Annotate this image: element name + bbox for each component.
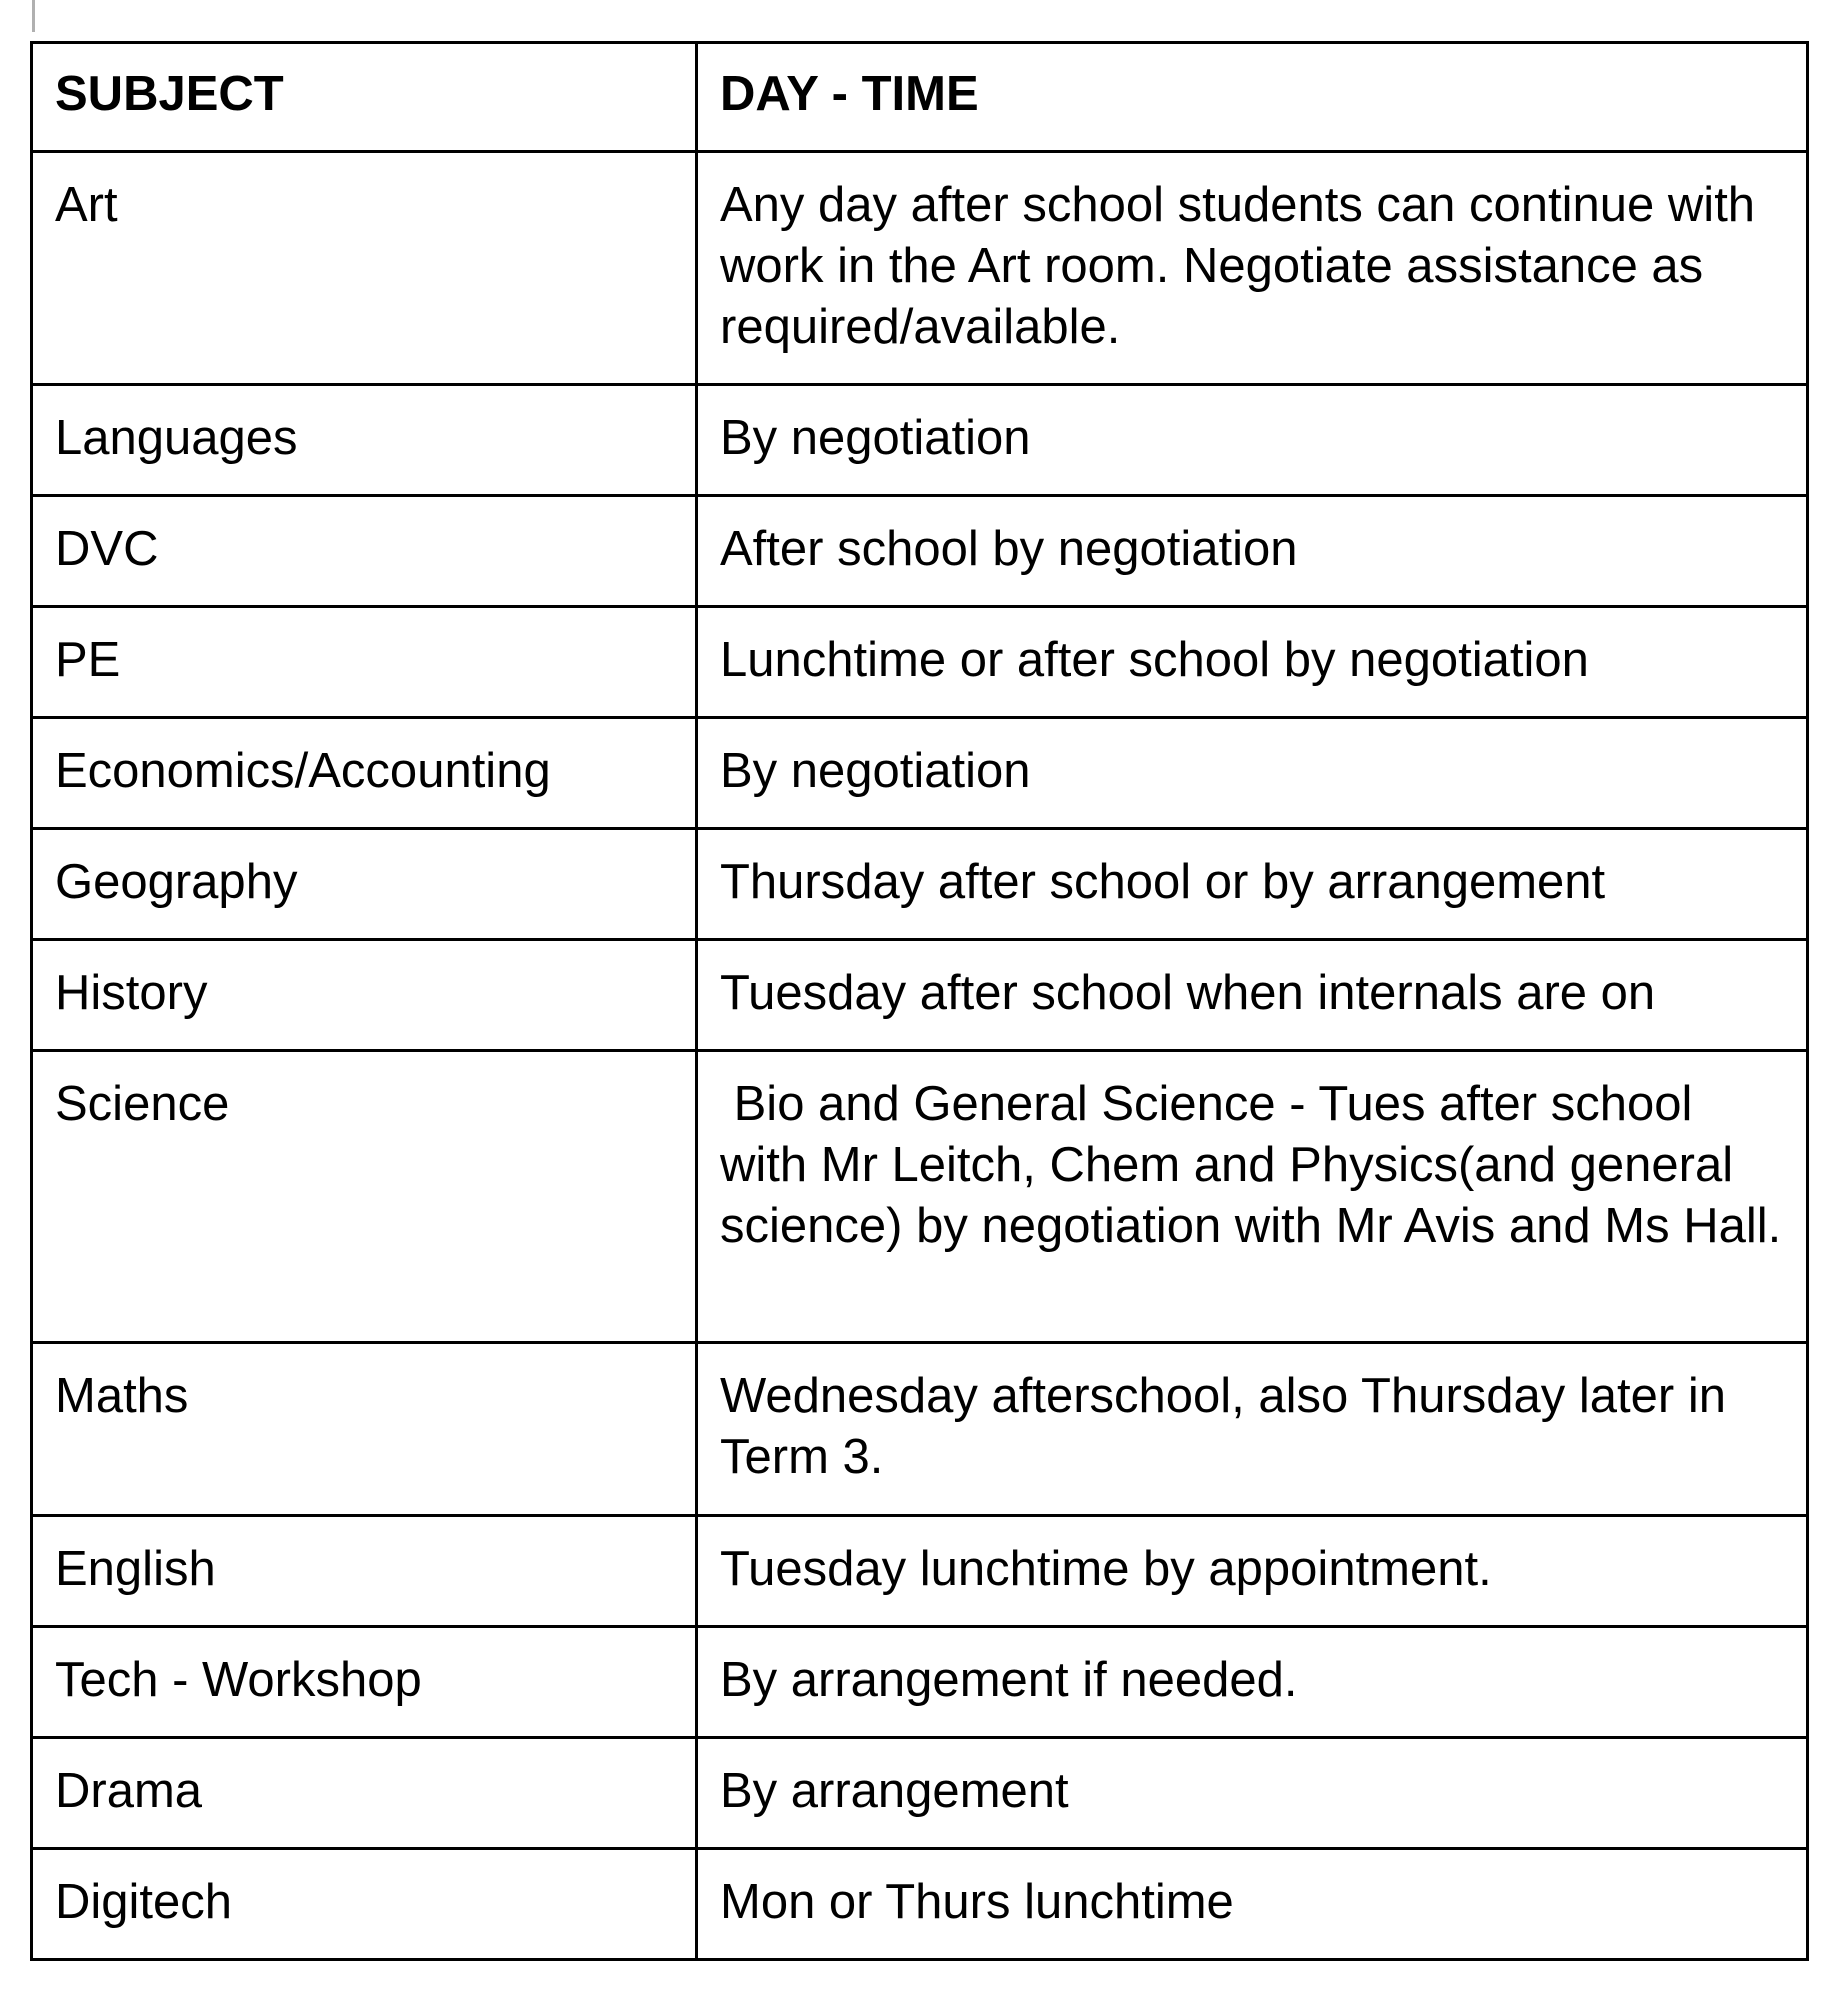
header-row — [32, 43, 1808, 152]
subject-cell: Languages — [32, 385, 697, 496]
table-row — [32, 1849, 1808, 1960]
time-cell: After school by negotiation — [697, 496, 1808, 607]
header-day-time: DAY - TIME — [697, 43, 1808, 152]
table-row — [32, 829, 1808, 940]
time-cell: Tuesday lunchtime by appointment. — [697, 1516, 1808, 1627]
time-cell: Wednesday afterschool, also Thursday later in Term 3. — [697, 1343, 1808, 1516]
subject-cell: Geography — [32, 829, 697, 940]
subject-cell: PE — [32, 607, 697, 718]
subject-cell: Tech - Workshop — [32, 1627, 697, 1738]
table-row — [32, 1051, 1808, 1343]
time-cell: By arrangement — [697, 1738, 1808, 1849]
text-cursor-mark — [32, 0, 35, 32]
table-row — [32, 607, 1808, 718]
table-row — [32, 1516, 1808, 1627]
table-row — [32, 718, 1808, 829]
subject-cell: Art — [32, 152, 697, 385]
table-row — [32, 1627, 1808, 1738]
table-row — [32, 940, 1808, 1051]
subject-cell: DVC — [32, 496, 697, 607]
subject-cell: Digitech — [32, 1849, 697, 1960]
table-row — [32, 1343, 1808, 1516]
time-cell: By negotiation — [697, 385, 1808, 496]
time-cell: Thursday after school or by arrangement — [697, 829, 1808, 940]
time-cell: Tuesday after school when internals are on — [697, 940, 1808, 1051]
subject-cell: Economics/Accounting — [32, 718, 697, 829]
subject-cell: Science — [32, 1051, 697, 1343]
time-cell: Lunchtime or after school by negotiation — [697, 607, 1808, 718]
table-row — [32, 385, 1808, 496]
time-cell: Any day after school students can continue with work in the Art room. Negotiate assistance as required/available. — [697, 152, 1808, 385]
time-cell: By negotiation — [697, 718, 1808, 829]
subject-cell: Drama — [32, 1738, 697, 1849]
table-row — [32, 1738, 1808, 1849]
header-subject: SUBJECT — [32, 43, 697, 152]
subject-cell: History — [32, 940, 697, 1051]
time-cell: Bio and General Science - Tues after school with Mr Leitch, Chem and Physics(and general science) by negotiation with Mr Avis and Ms Hall. — [697, 1051, 1808, 1343]
subject-cell: English — [32, 1516, 697, 1627]
table-row — [32, 496, 1808, 607]
subject-cell: Maths — [32, 1343, 697, 1516]
time-cell: Mon or Thurs lunchtime — [697, 1849, 1808, 1960]
time-cell: By arrangement if needed. — [697, 1627, 1808, 1738]
table-row — [32, 152, 1808, 385]
subject-schedule-table — [30, 41, 1809, 1961]
